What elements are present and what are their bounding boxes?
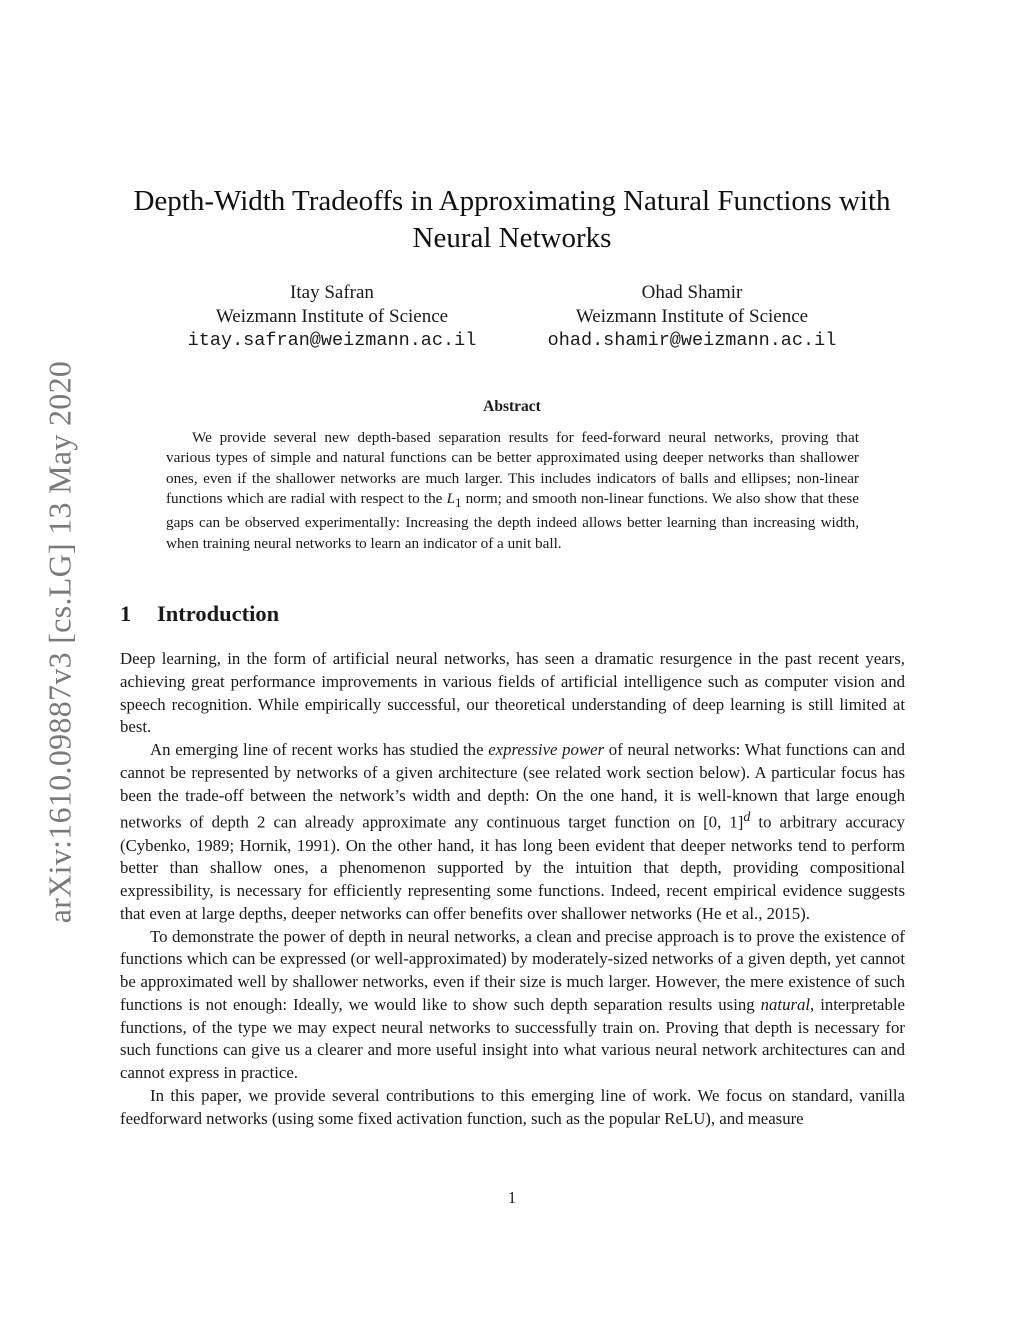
emphasis-text: natural [760, 994, 811, 1014]
paper-title [0, 183, 1024, 257]
text-span: , interpretable functions, of the type we may expect neural networks to successfully train on. Proving that depth is necessary for such functions can give us a clearer and more useful insight into what various neural network architectures can and cannot express in practice. [120, 994, 905, 1083]
paper-title-line-1: Depth-Width Tradeoffs in Approximating Natural Functions with [133, 185, 891, 217]
section-number: 1 [120, 601, 132, 626]
paper-title-line-2: Neural Networks [412, 222, 612, 254]
math-superscript: d [743, 810, 751, 826]
math-interval: [0, 1] [703, 812, 744, 832]
author-block-1 [152, 281, 512, 353]
section-heading [120, 601, 279, 627]
introduction-body [120, 648, 905, 1130]
page-number: 1 [507, 1188, 517, 1207]
text-span: An emerging line of recent works has studied the [150, 740, 489, 759]
paragraph [120, 739, 905, 926]
author-name: Ohad Shamir [641, 282, 743, 303]
author-email: itay.safran@weizmann.ac.il [187, 330, 477, 351]
section-title: Introduction [157, 601, 280, 626]
arxiv-identifier-stamp: arXiv:1610.09887v3 [cs.LG] 13 May 2020 [41, 360, 78, 924]
author-email: ohad.shamir@weizmann.ac.il [547, 330, 837, 351]
author-affiliation: Weizmann Institute of Science [215, 306, 449, 327]
author-block-2 [512, 281, 872, 353]
author-affiliation: Weizmann Institute of Science [575, 306, 809, 327]
author-name: Itay Safran [290, 282, 374, 303]
paragraph: Deep learning, in the form of artificial neural networks, has seen a dramatic resurgence in the past recent years, achieving great performance improvements in various fields of artificial intelligence such as computer vision and speech recognition. While empirically successful, our theoretical understanding of deep learning is still limited at best. [120, 649, 905, 737]
abstract-text-part: We provide several new depth-based separation results for feed-forward neural networks, proving that various types of simple and natural functions can be better approximated using deeper networks than shallower ones, even if the shallower networks are much larger. This includes indicators of balls and ellipses; non-linear functions which are radial with respect to the [166, 429, 859, 507]
emphasis-text: expressive power [488, 740, 605, 759]
paragraph [120, 926, 905, 1085]
abstract-heading: Abstract [483, 398, 541, 415]
paragraph: In this paper, we provide several contributions to this emerging line of work. We focus on standard, vanilla feedforward networks (using some fixed activation function, such as the popular ReLU), and measure [120, 1085, 905, 1128]
math-norm-subscript: 1 [455, 495, 462, 510]
abstract-text-part: norm; and smooth non-linear functions. We also show that these gaps can be observed experimentally: Increasing the depth indeed allows better learning than increasing width, when training neural networks to learn an indicator of a unit ball. [166, 489, 859, 552]
text-span: to arbitrary accuracy (Cybenko, 1989; Hornik, 1991). On the other hand, it has long been evident that deeper networks tend to perform better than shallow ones, a phenomenon supported by the intuition that depth, providing compositional expressibility, is necessary for efficiently representing some functions. Indeed, recent empirical evidence suggests that even at large depths, deeper networks can offer benefits over shallower networks (He et al., 2015). [120, 812, 905, 923]
abstract-text [166, 428, 859, 554]
text-span: of neural networks: What functions can and cannot be represented by networks of a given architecture (see related work section below). A particular focus has been the trade-off between the network’s width and depth: On the one hand, it is well-known that large enough networks of depth 2 can already approximate any continuous target function on [120, 740, 905, 832]
text-span: To demonstrate the power of depth in neural networks, a clean and precise approach is to prove the existence of functions which can be expressed (or well-approximated) by moderately-sized networks of a given depth, yet cannot be approximated well by shallower networks, even if their size is much larger. However, the mere existence of such functions is not enough: Ideally, we would like to show such depth separation results using [120, 926, 905, 1014]
math-norm-symbol: L [446, 489, 456, 507]
